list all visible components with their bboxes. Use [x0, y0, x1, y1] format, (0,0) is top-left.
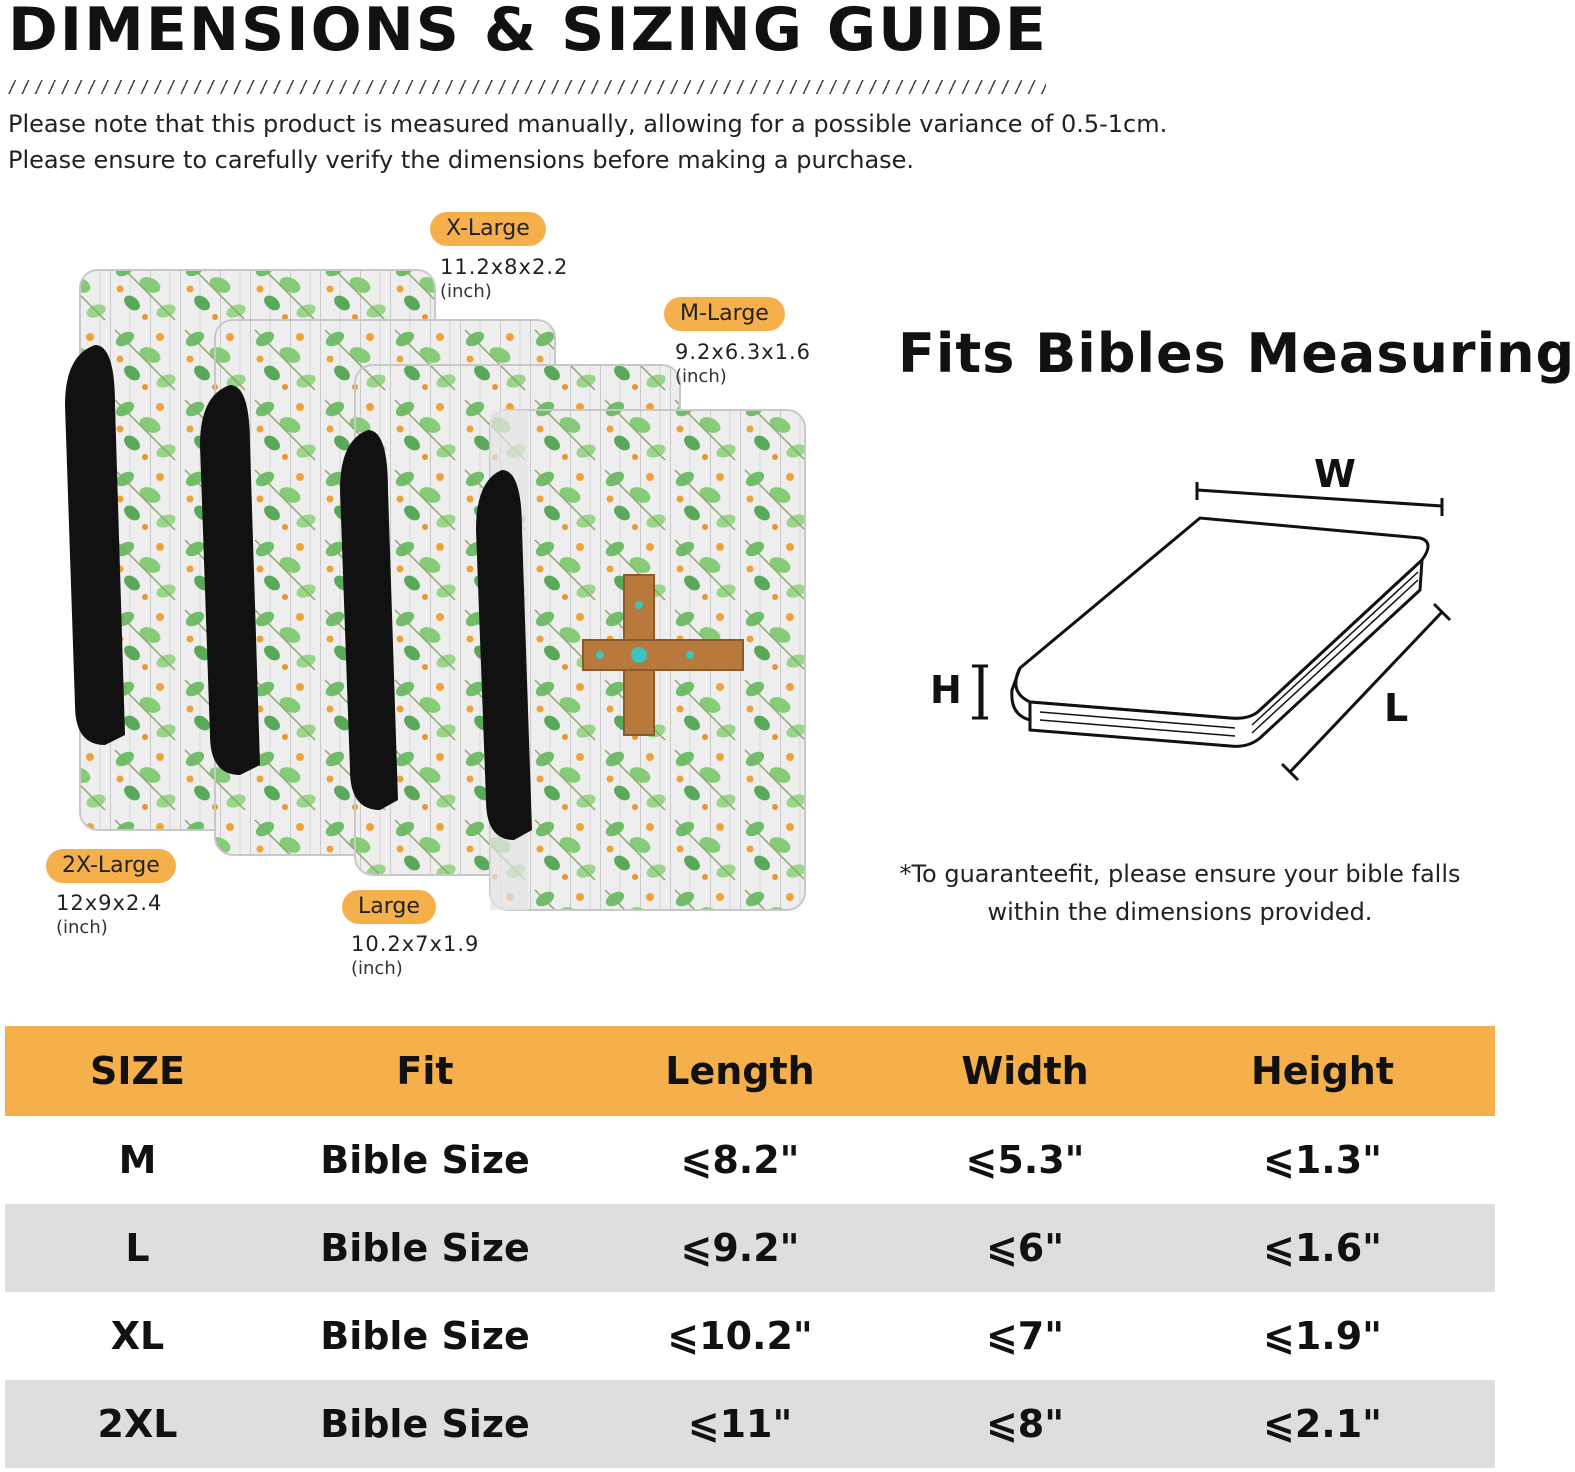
header-height: Height: [1250, 1049, 1395, 1093]
guarantee-note-line1: *To guaranteefit, please ensure your bible falls: [899, 860, 1461, 888]
unit-2x-large: (inch): [56, 917, 108, 938]
cell-height: ⩽1.3": [1263, 1138, 1382, 1182]
table-row: [5, 1380, 1495, 1468]
cell-size: M: [118, 1138, 157, 1182]
page-title: DIMENSIONS & SIZING GUIDE: [8, 0, 1048, 65]
cell-size: 2XL: [97, 1402, 178, 1446]
guarantee-note-line2: within the dimensions provided.: [987, 898, 1373, 926]
label-2x-large: 2X-Large: [46, 849, 176, 883]
measurement-note-line2: Please ensure to carefully verify the dimensions before making a purchase.: [8, 146, 915, 174]
dims-x-large: 11.2x8x2.2: [440, 255, 569, 279]
cell-length: ⩽9.2": [680, 1226, 800, 1270]
dims-large: 10.2x7x1.9: [351, 932, 480, 956]
hatch-divider: [8, 80, 1046, 94]
header-size: SIZE: [89, 1049, 186, 1093]
table-header-row: [5, 1026, 1495, 1116]
header-length: Length: [665, 1049, 815, 1093]
header-width: Width: [961, 1049, 1089, 1093]
size-table: [5, 1026, 1495, 1468]
cell-size: L: [125, 1226, 150, 1270]
cell-height: ⩽1.9": [1263, 1314, 1382, 1358]
table-row: [5, 1292, 1495, 1380]
cell-width: ⩽5.3": [965, 1138, 1085, 1182]
cell-fit: Bible Size: [320, 1402, 530, 1446]
cell-length: ⩽11": [687, 1402, 793, 1446]
dims-2x-large: 12x9x2.4: [56, 891, 163, 915]
height-label: H: [930, 668, 962, 712]
fits-heading: Fits Bibles Measuring: [898, 322, 1575, 385]
length-label: L: [1384, 686, 1409, 730]
book-dimension-diagram: [990, 480, 1470, 790]
cover-m-large: [476, 410, 805, 910]
cell-width: ⩽7": [985, 1314, 1065, 1358]
cell-height: ⩽1.6": [1263, 1226, 1382, 1270]
measurement-note-line1: Please note that this product is measured manually, allowing for a possible variance of 0.5-1cm.: [8, 110, 1168, 138]
unit-m-large: (inch): [675, 366, 727, 387]
dims-m-large: 9.2x6.3x1.6: [675, 340, 812, 364]
cell-length: ⩽10.2": [667, 1314, 813, 1358]
label-m-large: M-Large: [664, 297, 785, 331]
cell-size: XL: [110, 1314, 165, 1358]
height-measure-mark: [970, 662, 990, 722]
cell-length: ⩽8.2": [680, 1138, 800, 1182]
unit-x-large: (inch): [440, 281, 492, 302]
table-row: [5, 1116, 1495, 1204]
header-fit: Fit: [396, 1049, 454, 1093]
table-row: [5, 1204, 1495, 1292]
width-label: W: [1314, 452, 1356, 496]
cell-height: ⩽2.1": [1263, 1402, 1382, 1446]
cell-fit: Bible Size: [320, 1226, 530, 1270]
unit-large: (inch): [351, 958, 403, 979]
cell-fit: Bible Size: [320, 1138, 530, 1182]
cell-width: ⩽8": [985, 1402, 1065, 1446]
label-large: Large: [342, 890, 436, 924]
cell-fit: Bible Size: [320, 1314, 530, 1358]
label-x-large: X-Large: [430, 212, 546, 246]
cell-width: ⩽6": [985, 1226, 1065, 1270]
